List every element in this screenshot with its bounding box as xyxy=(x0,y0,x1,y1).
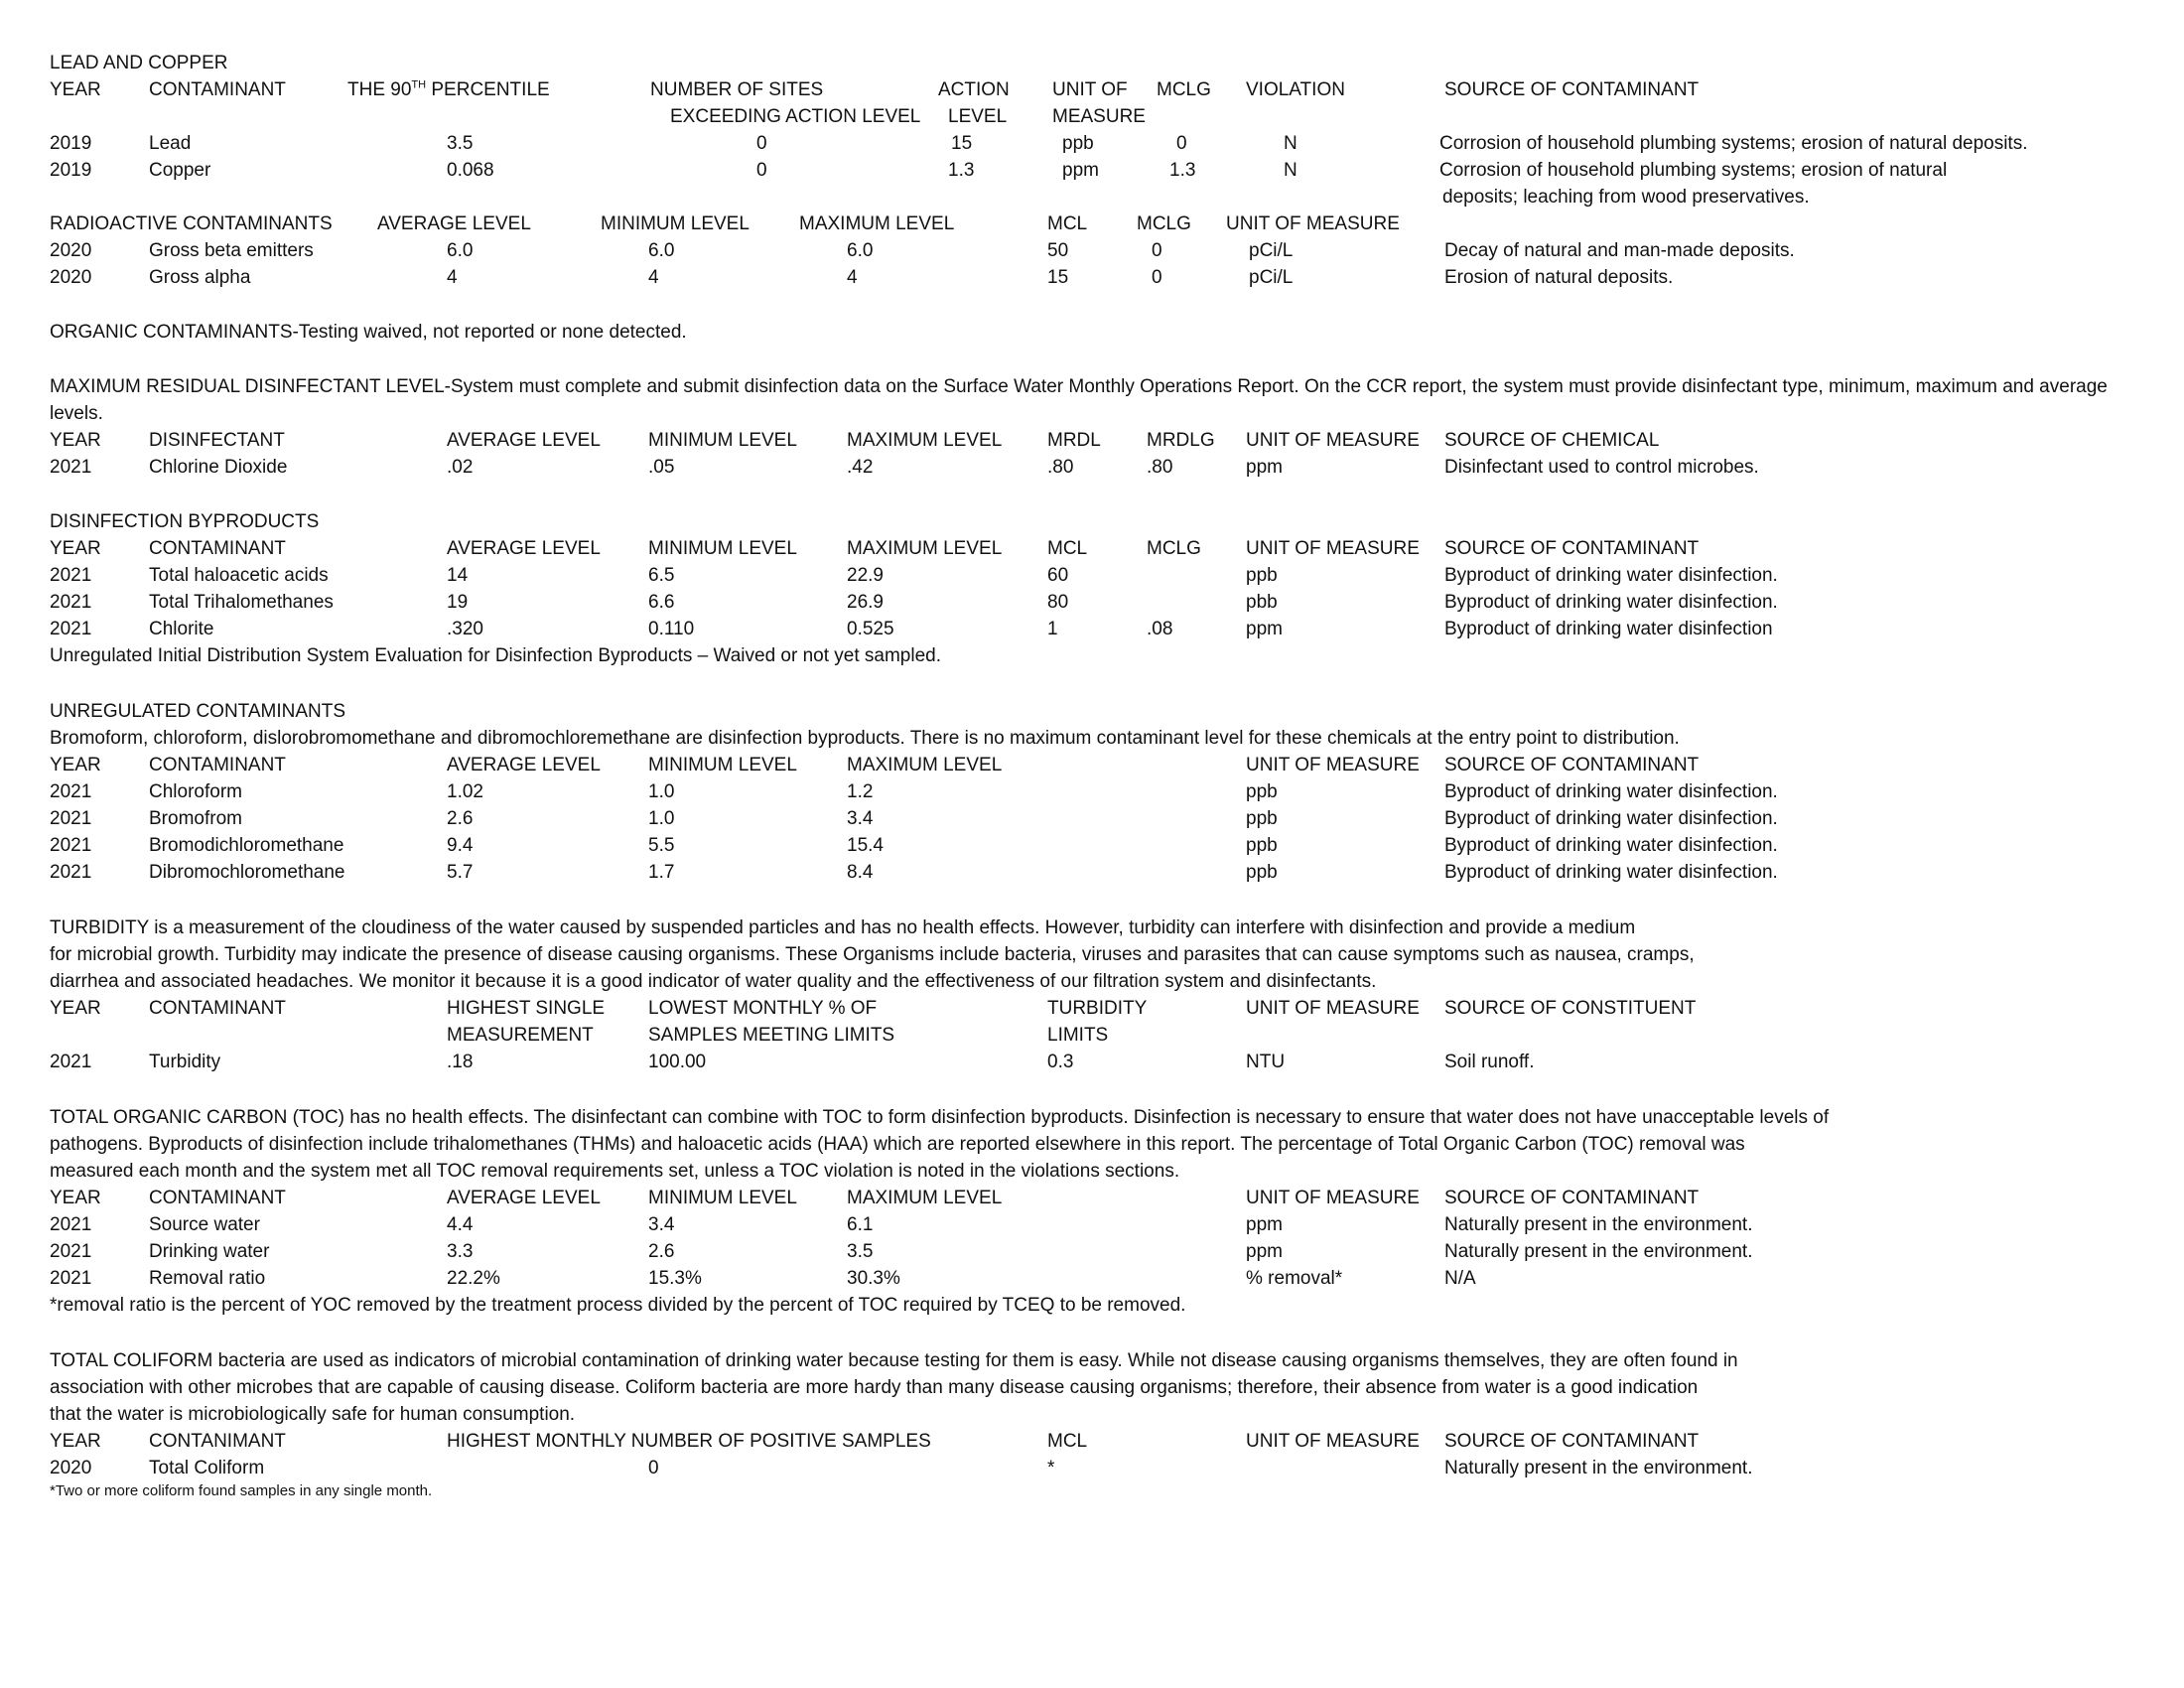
table-row xyxy=(50,1049,2154,1075)
cell-average: 14 xyxy=(447,565,469,586)
table-header-row xyxy=(50,427,2154,454)
cell-minimum: 0.110 xyxy=(648,619,695,639)
cell-mclg: 0 xyxy=(1176,133,1187,154)
cell-mrdl: .80 xyxy=(1047,457,1074,478)
col-header-contaminant: CONTAMINANT xyxy=(149,79,286,100)
col-header-contaminant: CONTAMINANT xyxy=(149,1188,286,1208)
unregulated-intro: Bromoform, chloroform, dislorobromomethane and dibromochloremethane are disinfection byproducts. There is no maximum contaminant level for these chemicals at the entry point to distribution. xyxy=(50,728,1680,749)
col-header-average: AVERAGE LEVEL xyxy=(447,755,601,775)
table-row xyxy=(50,562,2154,589)
cell-source: Byproduct of drinking water disinfection. xyxy=(1444,862,1778,883)
unregulated-section xyxy=(50,698,2154,886)
table-row xyxy=(50,805,2154,832)
table-header-row xyxy=(50,1185,2154,1211)
col-header-year: YEAR xyxy=(50,998,101,1019)
cell-unit: ppm xyxy=(1062,160,1099,181)
toc-text-1: TOTAL ORGANIC CARBON (TOC) has no health effects. The disinfectant can combine with TOC to form disinfection byproducts. Disinfection is necessary to ensure that water does not have unacceptable levels of xyxy=(50,1107,1830,1128)
cell-maximum: 22.9 xyxy=(847,565,884,586)
col-header-percentile xyxy=(347,76,550,103)
radioactive-title: RADIOACTIVE CONTAMINANTS xyxy=(50,213,333,234)
col-header-action-line2: LEVEL xyxy=(948,106,1008,127)
section-title xyxy=(50,508,2154,535)
percentile-label: THE 90 xyxy=(347,79,412,100)
toc-text-3: measured each month and the system met all TOC removal requirements set, unless a TOC violation is noted in the violations sections. xyxy=(50,1161,1180,1182)
cell-unit: ppm xyxy=(1246,1241,1283,1262)
paragraph-line xyxy=(50,941,2154,968)
paragraph-line xyxy=(50,1374,2154,1401)
cell-average: .02 xyxy=(447,457,474,478)
col-header-year: YEAR xyxy=(50,430,101,451)
col-header-source: SOURCE OF CONTAMINANT xyxy=(1444,538,1700,559)
cell-year: 2021 xyxy=(50,781,92,802)
cell-contaminant: Turbidity xyxy=(149,1052,221,1072)
cell-source: Decay of natural and man-made deposits. xyxy=(1444,240,1795,261)
col-header-maximum: MAXIMUM LEVEL xyxy=(847,1188,1003,1208)
col-header-minimum: MINIMUM LEVEL xyxy=(648,755,797,775)
cell-unit: % removal* xyxy=(1246,1268,1343,1289)
cell-unit: ppb xyxy=(1246,781,1278,802)
cell-minimum: 1.0 xyxy=(648,781,675,802)
percentile-superscript: TH xyxy=(411,78,427,91)
table-row xyxy=(50,589,2154,616)
col-header-source: SOURCE OF CHEMICAL xyxy=(1444,430,1660,451)
cell-unit: ppb xyxy=(1246,808,1278,829)
cell-contaminant: Gross alpha xyxy=(149,267,251,288)
section-title xyxy=(50,698,2154,725)
coliform-note: *Two or more coliform found samples in any single month. xyxy=(50,1482,433,1499)
table-header-row xyxy=(50,1428,2154,1455)
col-header-mcl: MCL xyxy=(1047,1431,1088,1452)
cell-source: N/A xyxy=(1444,1268,1476,1289)
cell-minimum: .05 xyxy=(648,457,675,478)
col-header-maximum: MAXIMUM LEVEL xyxy=(847,755,1003,775)
cell-unit: ppb xyxy=(1246,565,1278,586)
toc-note: *removal ratio is the percent of YOC removed by the treatment process divided by the percent of TOC required by TCEQ to be removed. xyxy=(50,1295,1186,1316)
cell-unit: ppm xyxy=(1246,457,1283,478)
col-header-source: SOURCE OF CONTAMINANT xyxy=(1444,1431,1700,1452)
cell-mclg: 0 xyxy=(1152,240,1162,261)
col-header-mrdl: MRDL xyxy=(1047,430,1101,451)
col-header-mcl: MCL xyxy=(1047,538,1088,559)
turbidity-text-1: TURBIDITY is a measurement of the cloudiness of the water caused by suspended particles and has no health effects. However, turbidity can interfere with disinfection and provide a medium xyxy=(50,917,1636,938)
col-header-maximum: MAXIMUM LEVEL xyxy=(847,538,1003,559)
cell-source: Byproduct of drinking water disinfection. xyxy=(1444,808,1778,829)
cell-maximum: 6.0 xyxy=(847,240,874,261)
col-header-unit: UNIT OF MEASURE xyxy=(1246,755,1420,775)
paragraph-line xyxy=(50,1104,2154,1131)
cell-maximum: 4 xyxy=(847,267,858,288)
turbidity-section xyxy=(50,914,2154,1075)
cell-source: Erosion of natural deposits. xyxy=(1444,267,1674,288)
col-header-mclg: MCLG xyxy=(1137,213,1191,234)
col-header-year: YEAR xyxy=(50,538,101,559)
cell-mcl: 50 xyxy=(1047,240,1069,261)
cell-minimum: 4 xyxy=(648,267,659,288)
col-header-highest: HIGHEST SINGLE xyxy=(447,998,606,1019)
table-header-row-2 xyxy=(50,103,2154,130)
col-header-highest: HIGHEST MONTHLY NUMBER OF POSITIVE SAMPLES xyxy=(447,1431,931,1452)
cell-source: Naturally present in the environment. xyxy=(1444,1241,1753,1262)
cell-source: Byproduct of drinking water disinfection. xyxy=(1444,835,1778,856)
cell-unit: pCi/L xyxy=(1249,267,1294,288)
cell-maximum: 8.4 xyxy=(847,862,874,883)
table-row xyxy=(50,859,2154,886)
cell-maximum: 1.2 xyxy=(847,781,874,802)
cell-maximum: 0.525 xyxy=(847,619,894,639)
cell-average: 22.2% xyxy=(447,1268,500,1289)
table-header-row xyxy=(50,752,2154,778)
table-row xyxy=(50,130,2154,157)
col-header-source: SOURCE OF CONTAMINANT xyxy=(1444,1188,1700,1208)
cell-year: 2021 xyxy=(50,1052,92,1072)
cell-minimum: 6.0 xyxy=(648,240,675,261)
col-header-unit: UNIT OF MEASURE xyxy=(1246,1431,1420,1452)
table-row xyxy=(50,1238,2154,1265)
cell-minimum: 15.3% xyxy=(648,1268,702,1289)
cell-minimum: 6.5 xyxy=(648,565,675,586)
cell-contaminant: Source water xyxy=(149,1214,260,1235)
cell-source: Byproduct of drinking water disinfection. xyxy=(1444,565,1778,586)
paragraph-line xyxy=(50,1401,2154,1428)
col-header-lowest: LOWEST MONTHLY % OF xyxy=(648,998,878,1019)
cell-contaminant: Copper xyxy=(149,160,211,181)
turbidity-text-3: diarrhea and associated headaches. We monitor it because it is a good indicator of water quality and the effectiveness of our filtration system and disinfectants. xyxy=(50,971,1377,992)
col-header-contaminant: CONTAMINANT xyxy=(149,755,286,775)
paragraph-line xyxy=(50,1131,2154,1158)
table-row xyxy=(50,616,2154,642)
col-header-unit: UNIT OF MEASURE xyxy=(1246,538,1420,559)
cell-minimum: 5.5 xyxy=(648,835,675,856)
col-header-action: ACTION xyxy=(938,79,1010,100)
col-header-violation: VIOLATION xyxy=(1246,79,1345,100)
col-header-year: YEAR xyxy=(50,79,101,100)
cell-year: 2021 xyxy=(50,1214,92,1235)
cell-action: 1.3 xyxy=(948,160,975,181)
cell-highest: .18 xyxy=(447,1052,474,1072)
byproducts-section xyxy=(50,508,2154,669)
toc-text-2: pathogens. Byproducts of disinfection include trihalomethanes (THMs) and haloacetic acids (HAA) which are reported elsewhere in this report. The percentage of Total Organic Carbon (TOC) removal was xyxy=(50,1134,1745,1155)
cell-maximum: 3.4 xyxy=(847,808,874,829)
cell-source: Naturally present in the environment. xyxy=(1444,1458,1753,1478)
col-header-disinfectant: DISINFECTANT xyxy=(149,430,285,451)
col-header-sites-line2: EXCEEDING ACTION LEVEL xyxy=(670,106,921,127)
table-row xyxy=(50,778,2154,805)
table-header-row-2 xyxy=(50,1022,2154,1049)
cell-mcl: 1 xyxy=(1047,619,1058,639)
cell-source: Byproduct of drinking water disinfection. xyxy=(1444,781,1778,802)
coliform-text-1: TOTAL COLIFORM bacteria are used as indicators of microbial contamination of drinking water because testing for them is easy. While not disease causing organisms themselves, they are often found in xyxy=(50,1350,1738,1371)
col-header-unit: UNIT OF MEASURE xyxy=(1246,430,1420,451)
percentile-label-end: PERCENTILE xyxy=(426,79,550,100)
cell-year: 2021 xyxy=(50,835,92,856)
cell-year: 2021 xyxy=(50,862,92,883)
col-header-highest-line2: MEASUREMENT xyxy=(447,1025,594,1046)
organic-section xyxy=(50,319,2154,346)
cell-unit: pbb xyxy=(1246,592,1278,613)
cell-average: .320 xyxy=(447,619,483,639)
col-header-average: AVERAGE LEVEL xyxy=(447,538,601,559)
cell-violation: N xyxy=(1284,160,1297,181)
lead-copper-title: LEAD AND COPPER xyxy=(50,53,228,73)
col-header-minimum: MINIMUM LEVEL xyxy=(648,430,797,451)
cell-percentile: 3.5 xyxy=(447,133,474,154)
cell-violation: N xyxy=(1284,133,1297,154)
coliform-text-3: that the water is microbiologically safe for human consumption. xyxy=(50,1404,576,1425)
table-row xyxy=(50,237,2154,264)
cell-maximum: 15.4 xyxy=(847,835,884,856)
col-header-mclg: MCLG xyxy=(1157,79,1211,100)
cell-action: 15 xyxy=(951,133,973,154)
cell-maximum: 26.9 xyxy=(847,592,884,613)
col-header-lowest-line2: SAMPLES MEETING LIMITS xyxy=(648,1025,895,1046)
cell-sites: 0 xyxy=(756,160,767,181)
col-header-minimum: MINIMUM LEVEL xyxy=(648,1188,797,1208)
cell-average: 4 xyxy=(447,267,458,288)
organic-text: ORGANIC CONTAMINANTS-Testing waived, not reported or none detected. xyxy=(50,322,687,343)
cell-year: 2020 xyxy=(50,267,92,288)
cell-mclg: 1.3 xyxy=(1169,160,1196,181)
col-header-mcl: MCL xyxy=(1047,213,1088,234)
col-header-source: SOURCE OF CONTAMINANT xyxy=(1444,755,1700,775)
cell-average: 19 xyxy=(447,592,469,613)
table-row-continuation xyxy=(50,184,2154,211)
table-header-row xyxy=(50,535,2154,562)
cell-average: 4.4 xyxy=(447,1214,474,1235)
cell-contaminant: Removal ratio xyxy=(149,1268,266,1289)
col-header-sites: NUMBER OF SITES xyxy=(650,79,824,100)
organic-row xyxy=(50,319,2154,346)
cell-average: 5.7 xyxy=(447,862,474,883)
cell-average: 9.4 xyxy=(447,835,474,856)
cell-unit: ppb xyxy=(1246,862,1278,883)
table-header-row xyxy=(50,995,2154,1022)
paragraph-line xyxy=(50,1158,2154,1185)
col-header-contaminant: CONTAMINANT xyxy=(149,538,286,559)
table-row xyxy=(50,1455,2154,1481)
cell-maximum: 30.3% xyxy=(847,1268,900,1289)
table-header-row xyxy=(50,76,2154,103)
cell-minimum: 6.6 xyxy=(648,592,675,613)
cell-source: Corrosion of household plumbing systems; erosion of natural deposits. xyxy=(1439,133,2028,154)
col-header-average: AVERAGE LEVEL xyxy=(377,213,531,234)
col-header-maximum: MAXIMUM LEVEL xyxy=(799,213,955,234)
table-row xyxy=(50,1265,2154,1292)
cell-contaminant: Dibromochloromethane xyxy=(149,862,345,883)
cell-lowest: 100.00 xyxy=(648,1052,707,1072)
cell-source: Disinfectant used to control microbes. xyxy=(1444,457,1759,478)
col-header-mclg: MCLG xyxy=(1147,538,1201,559)
cell-year: 2021 xyxy=(50,808,92,829)
cell-contaminant: Total Trihalomethanes xyxy=(149,592,334,613)
cell-unit: ppb xyxy=(1246,835,1278,856)
paragraph-line xyxy=(50,914,2154,941)
table-header-row xyxy=(50,211,2154,237)
cell-average: 6.0 xyxy=(447,240,474,261)
toc-section xyxy=(50,1104,2154,1319)
byproducts-note: Unregulated Initial Distribution System Evaluation for Disinfection Byproducts – Waived or not yet sampled. xyxy=(50,645,942,666)
cell-highest: 0 xyxy=(648,1458,659,1478)
cell-mclg: .08 xyxy=(1147,619,1173,639)
cell-year: 2019 xyxy=(50,160,92,181)
cell-contaminant: Total Coliform xyxy=(149,1458,265,1478)
table-row xyxy=(50,157,2154,184)
cell-unit: pCi/L xyxy=(1249,240,1294,261)
col-header-mrdlg: MRDLG xyxy=(1147,430,1215,451)
col-header-year: YEAR xyxy=(50,1188,101,1208)
paragraph-line xyxy=(50,968,2154,995)
cell-percentile: 0.068 xyxy=(447,160,494,181)
cell-maximum: 6.1 xyxy=(847,1214,874,1235)
cell-source-line2: deposits; leaching from wood preservatives. xyxy=(1442,187,1810,208)
cell-year: 2021 xyxy=(50,1268,92,1289)
col-header-average: AVERAGE LEVEL xyxy=(447,1188,601,1208)
cell-minimum: 2.6 xyxy=(648,1241,675,1262)
cell-unit: NTU xyxy=(1246,1052,1286,1072)
cell-contaminant: Gross beta emitters xyxy=(149,240,314,261)
cell-unit: ppm xyxy=(1246,619,1283,639)
col-header-source: SOURCE OF CONSTITUENT xyxy=(1444,998,1697,1019)
col-header-unit: UNIT OF MEASURE xyxy=(1226,213,1400,234)
cell-average: 3.3 xyxy=(447,1241,474,1262)
cell-minimum: 1.0 xyxy=(648,808,675,829)
col-header-unit: UNIT OF MEASURE xyxy=(1246,998,1420,1019)
table-row xyxy=(50,454,2154,481)
cell-source: Byproduct of drinking water disinfection xyxy=(1444,619,1773,639)
col-header-contaminant: CONTAMINANT xyxy=(149,998,286,1019)
col-header-source: SOURCE OF CONTAMINANT xyxy=(1444,79,1700,100)
cell-year: 2021 xyxy=(50,619,92,639)
cell-year: 2021 xyxy=(50,592,92,613)
cell-mcl: * xyxy=(1047,1458,1055,1478)
cell-mcl: 80 xyxy=(1047,592,1069,613)
lead-copper-section xyxy=(50,50,2154,211)
col-header-unit: UNIT OF MEASURE xyxy=(1246,1188,1420,1208)
cell-mcl: 60 xyxy=(1047,565,1069,586)
note-row xyxy=(50,642,2154,669)
cell-mrdlg: .80 xyxy=(1147,457,1173,478)
cell-average: 2.6 xyxy=(447,808,474,829)
cell-year: 2019 xyxy=(50,133,92,154)
note-row xyxy=(50,1292,2154,1319)
cell-year: 2020 xyxy=(50,240,92,261)
col-header-unit: UNIT OF xyxy=(1052,79,1128,100)
cell-year: 2020 xyxy=(50,1458,92,1478)
cell-contaminant: Chlorite xyxy=(149,619,214,639)
col-header-average: AVERAGE LEVEL xyxy=(447,430,601,451)
cell-contaminant: Bromodichloromethane xyxy=(149,835,344,856)
section-title xyxy=(50,50,2154,76)
cell-contaminant: Lead xyxy=(149,133,192,154)
cell-maximum: .42 xyxy=(847,457,874,478)
col-header-limits-line2: LIMITS xyxy=(1047,1025,1109,1046)
cell-mcl: 15 xyxy=(1047,267,1069,288)
byproducts-title: DISINFECTION BYPRODUCTS xyxy=(50,511,320,532)
cell-contaminant: Drinking water xyxy=(149,1241,270,1262)
cell-year: 2021 xyxy=(50,457,92,478)
cell-contaminant: Bromofrom xyxy=(149,808,242,829)
note-row xyxy=(50,1481,2154,1501)
col-header-year: YEAR xyxy=(50,1431,101,1452)
col-header-limits: TURBIDITY xyxy=(1047,998,1148,1019)
col-header-unit-line2: MEASURE xyxy=(1052,106,1146,127)
col-header-minimum: MINIMUM LEVEL xyxy=(648,538,797,559)
cell-source: Corrosion of household plumbing systems; erosion of natural xyxy=(1439,160,1948,181)
cell-average: 1.02 xyxy=(447,781,483,802)
col-header-year: YEAR xyxy=(50,755,101,775)
col-header-maximum: MAXIMUM LEVEL xyxy=(847,430,1003,451)
radioactive-section xyxy=(50,211,2154,291)
paragraph-line xyxy=(50,1347,2154,1374)
cell-year: 2021 xyxy=(50,565,92,586)
cell-source: Soil runoff. xyxy=(1444,1052,1535,1072)
cell-mclg: 0 xyxy=(1152,267,1162,288)
cell-year: 2021 xyxy=(50,1241,92,1262)
table-row xyxy=(50,1211,2154,1238)
cell-disinfectant: Chlorine Dioxide xyxy=(149,457,288,478)
cell-minimum: 3.4 xyxy=(648,1214,675,1235)
cell-minimum: 1.7 xyxy=(648,862,675,883)
cell-source: Naturally present in the environment. xyxy=(1444,1214,1753,1235)
cell-sites: 0 xyxy=(756,133,767,154)
table-row xyxy=(50,264,2154,291)
coliform-text-2: association with other microbes that are capable of causing disease. Coliform bacteria are more hardy than many disease causing organisms; therefore, their absence from water is a good indication xyxy=(50,1377,1699,1398)
col-header-contaminant: CONTANIMANT xyxy=(149,1431,286,1452)
unregulated-title: UNREGULATED CONTAMINANTS xyxy=(50,701,346,722)
turbidity-text-2: for microbial growth. Turbidity may indicate the presence of disease causing organisms. These Organisms include bacteria, viruses and parasites that can cause symptoms such as nausea, cramps, xyxy=(50,944,1695,965)
cell-limits: 0.3 xyxy=(1047,1052,1074,1072)
cell-unit: ppm xyxy=(1246,1214,1283,1235)
coliform-section xyxy=(50,1347,2154,1501)
disinfectant-intro: MAXIMUM RESIDUAL DISINFECTANT LEVEL-System must complete and submit disinfection data on the Surface Water Monthly Operations Report. On the CCR report, the system must provide disinfectant type, minimum, maximum and average levels. xyxy=(50,376,2108,424)
disinfectant-section xyxy=(50,373,2154,481)
cell-source: Byproduct of drinking water disinfection. xyxy=(1444,592,1778,613)
intro-row xyxy=(50,725,2154,752)
cell-contaminant: Total haloacetic acids xyxy=(149,565,329,586)
col-header-minimum: MINIMUM LEVEL xyxy=(601,213,750,234)
cell-contaminant: Chloroform xyxy=(149,781,242,802)
cell-maximum: 3.5 xyxy=(847,1241,874,1262)
table-row xyxy=(50,832,2154,859)
cell-unit: ppb xyxy=(1062,133,1094,154)
